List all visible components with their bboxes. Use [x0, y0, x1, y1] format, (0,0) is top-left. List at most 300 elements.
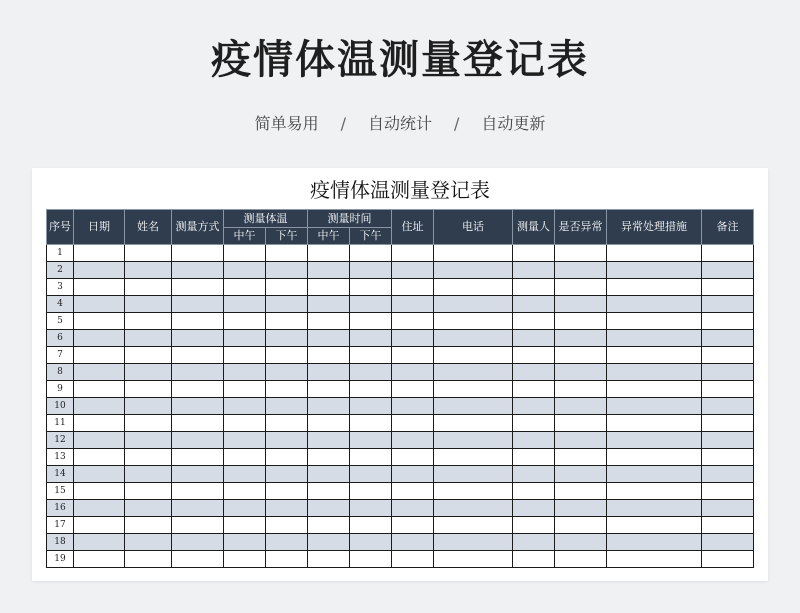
cell-name[interactable]	[125, 279, 172, 296]
cell-measurer[interactable]	[513, 347, 555, 364]
header-remarks: 备注	[702, 210, 754, 245]
cell-name[interactable]	[125, 330, 172, 347]
cell-remarks[interactable]	[702, 466, 754, 483]
cell-time-afternoon[interactable]	[350, 347, 392, 364]
cell-time-afternoon[interactable]	[350, 415, 392, 432]
header-temp-morning: 中午	[224, 228, 266, 245]
cell-date[interactable]	[74, 534, 125, 551]
row-number: 6	[47, 330, 74, 347]
cell-time-morning[interactable]	[308, 313, 350, 330]
cell-phone[interactable]	[434, 245, 513, 262]
cell-remarks[interactable]	[702, 517, 754, 534]
spreadsheet-preview	[32, 168, 768, 581]
cell-measurer[interactable]	[513, 313, 555, 330]
header-phone: 电话	[434, 210, 513, 245]
cell-measurer[interactable]	[513, 245, 555, 262]
cell-method[interactable]	[172, 432, 224, 449]
row-number: 10	[47, 398, 74, 415]
cell-measures[interactable]	[607, 483, 702, 500]
cell-time-afternoon[interactable]	[350, 313, 392, 330]
header-time-morning: 中午	[308, 228, 350, 245]
cell-name[interactable]	[125, 398, 172, 415]
cell-time-afternoon[interactable]	[350, 364, 392, 381]
cell-address[interactable]	[392, 500, 434, 517]
cell-temp-afternoon[interactable]	[266, 262, 308, 279]
cell-address[interactable]	[392, 279, 434, 296]
cell-temp-morning[interactable]	[224, 398, 266, 415]
cell-temp-morning[interactable]	[224, 381, 266, 398]
cell-date[interactable]	[74, 364, 125, 381]
cell-remarks[interactable]	[702, 449, 754, 466]
cell-time-morning[interactable]	[308, 245, 350, 262]
cell-time-morning[interactable]	[308, 381, 350, 398]
cell-measures[interactable]	[607, 279, 702, 296]
cell-temp-afternoon[interactable]	[266, 296, 308, 313]
cell-remarks[interactable]	[702, 279, 754, 296]
cell-measurer[interactable]	[513, 330, 555, 347]
cell-temp-afternoon[interactable]	[266, 432, 308, 449]
cell-measures[interactable]	[607, 313, 702, 330]
cell-name[interactable]	[125, 483, 172, 500]
cell-address[interactable]	[392, 347, 434, 364]
cell-abnormal[interactable]	[555, 364, 607, 381]
cell-temp-afternoon[interactable]	[266, 330, 308, 347]
table-row	[47, 500, 754, 517]
cell-temp-afternoon[interactable]	[266, 517, 308, 534]
cell-time-morning[interactable]	[308, 534, 350, 551]
cell-address[interactable]	[392, 296, 434, 313]
header-time-afternoon: 下午	[350, 228, 392, 245]
cell-abnormal[interactable]	[555, 245, 607, 262]
cell-abnormal[interactable]	[555, 534, 607, 551]
cell-temp-afternoon[interactable]	[266, 347, 308, 364]
cell-phone[interactable]	[434, 381, 513, 398]
table-row	[47, 398, 754, 415]
row-number: 16	[47, 500, 74, 517]
cell-remarks[interactable]	[702, 347, 754, 364]
cell-temp-afternoon[interactable]	[266, 313, 308, 330]
cell-time-afternoon[interactable]	[350, 500, 392, 517]
cell-name[interactable]	[125, 449, 172, 466]
row-number: 15	[47, 483, 74, 500]
cell-date[interactable]	[74, 449, 125, 466]
cell-method[interactable]	[172, 534, 224, 551]
cell-method[interactable]	[172, 551, 224, 568]
cell-remarks[interactable]	[702, 381, 754, 398]
cell-remarks[interactable]	[702, 245, 754, 262]
cell-address[interactable]	[392, 330, 434, 347]
cell-phone[interactable]	[434, 415, 513, 432]
cell-measurer[interactable]	[513, 466, 555, 483]
cell-time-afternoon[interactable]	[350, 279, 392, 296]
table-row	[47, 364, 754, 381]
cell-phone[interactable]	[434, 483, 513, 500]
cell-method[interactable]	[172, 449, 224, 466]
separator: /	[340, 114, 346, 133]
cell-phone[interactable]	[434, 534, 513, 551]
cell-method[interactable]	[172, 500, 224, 517]
cell-address[interactable]	[392, 313, 434, 330]
cell-measures[interactable]	[607, 381, 702, 398]
cell-method[interactable]	[172, 245, 224, 262]
cell-time-afternoon[interactable]	[350, 517, 392, 534]
cell-temp-morning[interactable]	[224, 432, 266, 449]
row-number: 12	[47, 432, 74, 449]
cell-time-morning[interactable]	[308, 415, 350, 432]
cell-phone[interactable]	[434, 517, 513, 534]
cell-time-morning[interactable]	[308, 279, 350, 296]
cell-phone[interactable]	[434, 364, 513, 381]
cell-method[interactable]	[172, 466, 224, 483]
row-number: 4	[47, 296, 74, 313]
cell-measurer[interactable]	[513, 279, 555, 296]
cell-abnormal[interactable]	[555, 347, 607, 364]
cell-method[interactable]	[172, 415, 224, 432]
cell-phone[interactable]	[434, 466, 513, 483]
cell-phone[interactable]	[434, 313, 513, 330]
cell-method[interactable]	[172, 347, 224, 364]
cell-time-afternoon[interactable]	[350, 398, 392, 415]
table-row	[47, 432, 754, 449]
cell-method[interactable]	[172, 296, 224, 313]
cell-measurer[interactable]	[513, 415, 555, 432]
cell-abnormal[interactable]	[555, 449, 607, 466]
cell-temp-afternoon[interactable]	[266, 364, 308, 381]
cell-remarks[interactable]	[702, 483, 754, 500]
cell-address[interactable]	[392, 466, 434, 483]
cell-measurer[interactable]	[513, 449, 555, 466]
cell-temp-afternoon[interactable]	[266, 381, 308, 398]
table-row	[47, 449, 754, 466]
cell-remarks[interactable]	[702, 551, 754, 568]
cell-time-afternoon[interactable]	[350, 262, 392, 279]
cell-abnormal[interactable]	[555, 279, 607, 296]
cell-date[interactable]	[74, 432, 125, 449]
cell-address[interactable]	[392, 517, 434, 534]
cell-name[interactable]	[125, 313, 172, 330]
cell-abnormal[interactable]	[555, 415, 607, 432]
cell-date[interactable]	[74, 262, 125, 279]
cell-date[interactable]	[74, 296, 125, 313]
sheet-title: 疫情体温测量登记表	[310, 178, 490, 202]
cell-time-morning[interactable]	[308, 364, 350, 381]
cell-time-afternoon[interactable]	[350, 330, 392, 347]
cell-temp-afternoon[interactable]	[266, 534, 308, 551]
cell-temp-morning[interactable]	[224, 330, 266, 347]
cell-phone[interactable]	[434, 279, 513, 296]
cell-time-afternoon[interactable]	[350, 296, 392, 313]
cell-time-morning[interactable]	[308, 483, 350, 500]
cell-address[interactable]	[392, 449, 434, 466]
cell-measures[interactable]	[607, 449, 702, 466]
cell-remarks[interactable]	[702, 262, 754, 279]
cell-temp-morning[interactable]	[224, 551, 266, 568]
cell-method[interactable]	[172, 330, 224, 347]
cell-address[interactable]	[392, 245, 434, 262]
cell-address[interactable]	[392, 551, 434, 568]
cell-time-morning[interactable]	[308, 296, 350, 313]
row-number: 19	[47, 551, 74, 568]
cell-date[interactable]	[74, 381, 125, 398]
cell-temp-afternoon[interactable]	[266, 449, 308, 466]
cell-temp-morning[interactable]	[224, 245, 266, 262]
header-measurer: 测量人	[513, 210, 555, 245]
cell-address[interactable]	[392, 364, 434, 381]
cell-time-morning[interactable]	[308, 262, 350, 279]
cell-measures[interactable]	[607, 466, 702, 483]
row-number: 13	[47, 449, 74, 466]
cell-method[interactable]	[172, 262, 224, 279]
cell-temp-morning[interactable]	[224, 534, 266, 551]
cell-phone[interactable]	[434, 551, 513, 568]
cell-date[interactable]	[74, 245, 125, 262]
cell-measurer[interactable]	[513, 517, 555, 534]
table-row	[47, 381, 754, 398]
cell-temp-morning[interactable]	[224, 483, 266, 500]
cell-method[interactable]	[172, 381, 224, 398]
cell-name[interactable]	[125, 262, 172, 279]
cell-name[interactable]	[125, 500, 172, 517]
cell-remarks[interactable]	[702, 364, 754, 381]
cell-abnormal[interactable]	[555, 296, 607, 313]
cell-temp-afternoon[interactable]	[266, 415, 308, 432]
row-number: 2	[47, 262, 74, 279]
cell-date[interactable]	[74, 415, 125, 432]
cell-remarks[interactable]	[702, 415, 754, 432]
cell-name[interactable]	[125, 415, 172, 432]
table-row	[47, 347, 754, 364]
cell-name[interactable]	[125, 245, 172, 262]
cell-temp-afternoon[interactable]	[266, 279, 308, 296]
cell-measures[interactable]	[607, 534, 702, 551]
cell-measures[interactable]	[607, 245, 702, 262]
cell-temp-afternoon[interactable]	[266, 500, 308, 517]
cell-temp-morning[interactable]	[224, 449, 266, 466]
table-row	[47, 313, 754, 330]
cell-remarks[interactable]	[702, 313, 754, 330]
cell-remarks[interactable]	[702, 500, 754, 517]
row-number: 5	[47, 313, 74, 330]
cell-abnormal[interactable]	[555, 483, 607, 500]
cell-method[interactable]	[172, 517, 224, 534]
cell-measurer[interactable]	[513, 500, 555, 517]
cell-measurer[interactable]	[513, 534, 555, 551]
cell-temp-morning[interactable]	[224, 313, 266, 330]
table-row	[47, 245, 754, 262]
cell-measurer[interactable]	[513, 296, 555, 313]
cell-date[interactable]	[74, 483, 125, 500]
cell-remarks[interactable]	[702, 330, 754, 347]
cell-method[interactable]	[172, 398, 224, 415]
cell-date[interactable]	[74, 517, 125, 534]
row-number: 9	[47, 381, 74, 398]
cell-name[interactable]	[125, 466, 172, 483]
row-number: 18	[47, 534, 74, 551]
row-number: 11	[47, 415, 74, 432]
cell-time-afternoon[interactable]	[350, 534, 392, 551]
cell-measurer[interactable]	[513, 262, 555, 279]
cell-time-morning[interactable]	[308, 517, 350, 534]
cell-abnormal[interactable]	[555, 313, 607, 330]
cell-time-morning[interactable]	[308, 466, 350, 483]
cell-time-morning[interactable]	[308, 449, 350, 466]
cell-name[interactable]	[125, 364, 172, 381]
cell-measurer[interactable]	[513, 381, 555, 398]
cell-time-morning[interactable]	[308, 551, 350, 568]
cell-name[interactable]	[125, 347, 172, 364]
header-method: 测量方式	[172, 210, 224, 245]
cell-measurer[interactable]	[513, 364, 555, 381]
cell-name[interactable]	[125, 534, 172, 551]
cell-temp-morning[interactable]	[224, 517, 266, 534]
cell-remarks[interactable]	[702, 432, 754, 449]
cell-measurer[interactable]	[513, 432, 555, 449]
cell-measures[interactable]	[607, 500, 702, 517]
row-number: 1	[47, 245, 74, 262]
cell-temp-morning[interactable]	[224, 279, 266, 296]
cell-abnormal[interactable]	[555, 551, 607, 568]
table-row	[47, 517, 754, 534]
row-number: 8	[47, 364, 74, 381]
cell-name[interactable]	[125, 432, 172, 449]
cell-abnormal[interactable]	[555, 398, 607, 415]
header-measures: 异常处理措施	[607, 210, 702, 245]
cell-temp-afternoon[interactable]	[266, 466, 308, 483]
cell-phone[interactable]	[434, 500, 513, 517]
cell-time-morning[interactable]	[308, 398, 350, 415]
cell-temp-morning[interactable]	[224, 415, 266, 432]
cell-address[interactable]	[392, 415, 434, 432]
table-row	[47, 466, 754, 483]
feature-auto-statistics: 自动统计	[367, 114, 432, 133]
row-number: 17	[47, 517, 74, 534]
cell-temp-morning[interactable]	[224, 262, 266, 279]
cell-abnormal[interactable]	[555, 466, 607, 483]
cell-abnormal[interactable]	[555, 432, 607, 449]
cell-remarks[interactable]	[702, 296, 754, 313]
cell-name[interactable]	[125, 296, 172, 313]
cell-remarks[interactable]	[702, 534, 754, 551]
header-name: 姓名	[125, 210, 172, 245]
cell-address[interactable]	[392, 398, 434, 415]
cell-measures[interactable]	[607, 330, 702, 347]
cell-measures[interactable]	[607, 432, 702, 449]
cell-temp-afternoon[interactable]	[266, 551, 308, 568]
header-date: 日期	[74, 210, 125, 245]
cell-address[interactable]	[392, 262, 434, 279]
cell-date[interactable]	[74, 551, 125, 568]
cell-time-morning[interactable]	[308, 432, 350, 449]
cell-phone[interactable]	[434, 296, 513, 313]
cell-phone[interactable]	[434, 330, 513, 347]
cell-phone[interactable]	[434, 449, 513, 466]
cell-time-morning[interactable]	[308, 347, 350, 364]
cell-time-morning[interactable]	[308, 500, 350, 517]
cell-measures[interactable]	[607, 398, 702, 415]
cell-abnormal[interactable]	[555, 500, 607, 517]
cell-name[interactable]	[125, 381, 172, 398]
cell-temp-morning[interactable]	[224, 364, 266, 381]
cell-address[interactable]	[392, 483, 434, 500]
cell-address[interactable]	[392, 534, 434, 551]
cell-method[interactable]	[172, 313, 224, 330]
cell-temp-afternoon[interactable]	[266, 398, 308, 415]
cell-time-afternoon[interactable]	[350, 483, 392, 500]
header-temp-afternoon: 下午	[266, 228, 308, 245]
cell-temp-morning[interactable]	[224, 466, 266, 483]
cell-temp-afternoon[interactable]	[266, 483, 308, 500]
cell-method[interactable]	[172, 483, 224, 500]
cell-method[interactable]	[172, 279, 224, 296]
cell-measures[interactable]	[607, 262, 702, 279]
cell-address[interactable]	[392, 381, 434, 398]
cell-abnormal[interactable]	[555, 330, 607, 347]
row-number: 7	[47, 347, 74, 364]
cell-abnormal[interactable]	[555, 381, 607, 398]
table-row	[47, 534, 754, 551]
header-time: 测量时间	[308, 210, 392, 228]
cell-measures[interactable]	[607, 364, 702, 381]
cell-abnormal[interactable]	[555, 262, 607, 279]
cell-address[interactable]	[392, 432, 434, 449]
table-row	[47, 330, 754, 347]
cell-measurer[interactable]	[513, 551, 555, 568]
cell-phone[interactable]	[434, 432, 513, 449]
cell-time-morning[interactable]	[308, 330, 350, 347]
header-abnormal: 是否异常	[555, 210, 607, 245]
row-number: 3	[47, 279, 74, 296]
table-row	[47, 415, 754, 432]
cell-time-afternoon[interactable]	[350, 381, 392, 398]
cell-measures[interactable]	[607, 347, 702, 364]
cell-abnormal[interactable]	[555, 517, 607, 534]
cell-date[interactable]	[74, 279, 125, 296]
cell-remarks[interactable]	[702, 398, 754, 415]
cell-measures[interactable]	[607, 296, 702, 313]
cell-date[interactable]	[74, 313, 125, 330]
cell-measurer[interactable]	[513, 398, 555, 415]
cell-time-afternoon[interactable]	[350, 466, 392, 483]
cell-phone[interactable]	[434, 262, 513, 279]
cell-time-afternoon[interactable]	[350, 245, 392, 262]
table-row	[47, 483, 754, 500]
cell-temp-morning[interactable]	[224, 347, 266, 364]
cell-time-afternoon[interactable]	[350, 449, 392, 466]
cell-date[interactable]	[74, 398, 125, 415]
cell-date[interactable]	[74, 347, 125, 364]
cell-temp-morning[interactable]	[224, 500, 266, 517]
cell-measures[interactable]	[607, 551, 702, 568]
cell-name[interactable]	[125, 551, 172, 568]
header-index: 序号	[47, 210, 74, 245]
cell-phone[interactable]	[434, 347, 513, 364]
cell-measurer[interactable]	[513, 483, 555, 500]
cell-phone[interactable]	[434, 398, 513, 415]
separator: /	[454, 114, 460, 133]
cell-temp-morning[interactable]	[224, 296, 266, 313]
cell-measures[interactable]	[607, 517, 702, 534]
cell-name[interactable]	[125, 517, 172, 534]
cell-time-afternoon[interactable]	[350, 432, 392, 449]
cell-date[interactable]	[74, 330, 125, 347]
cell-date[interactable]	[74, 466, 125, 483]
cell-method[interactable]	[172, 364, 224, 381]
cell-date[interactable]	[74, 500, 125, 517]
cell-measures[interactable]	[607, 415, 702, 432]
cell-temp-afternoon[interactable]	[266, 245, 308, 262]
cell-time-afternoon[interactable]	[350, 551, 392, 568]
feature-tagline	[0, 110, 800, 138]
